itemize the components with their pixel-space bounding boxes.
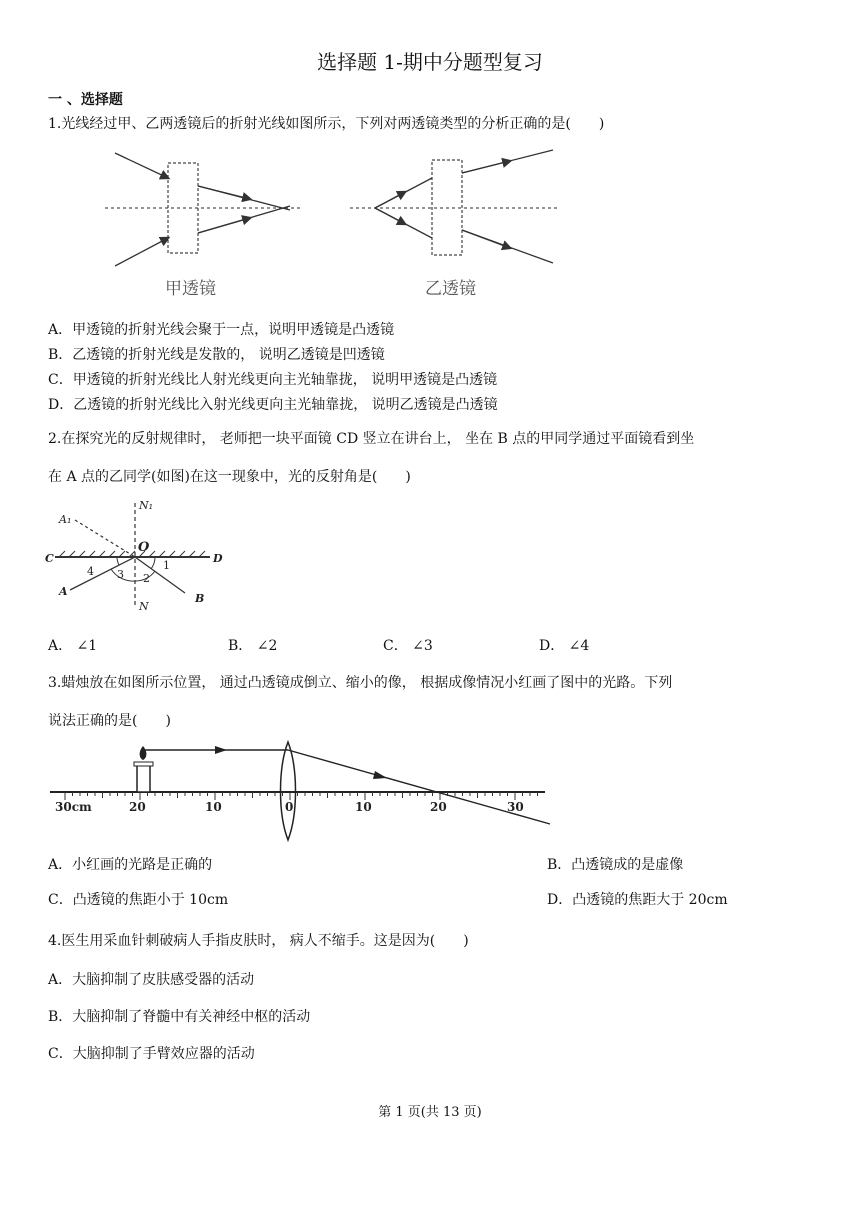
q1-option-d[interactable]: D．乙透镜的折射光线比入射光线更向主光轴靠拢， 说明乙透镜是凸透镜 <box>48 397 498 413</box>
q4-option-a[interactable]: A．大脑抑制了皮肤感受器的活动 <box>48 972 255 988</box>
q1-option-c[interactable]: C．甲透镜的折射光线比人射光线更向主光轴靠拢， 说明甲透镜是凸透镜 <box>48 372 498 388</box>
q2-figure <box>45 495 230 615</box>
label-n: N <box>139 600 149 613</box>
q1-option-a[interactable]: A．甲透镜的折射光线会聚于一点，说明甲透镜是凸透镜 <box>48 322 395 338</box>
label-b: B <box>195 592 205 605</box>
angle-1: 1 <box>163 559 170 572</box>
q3-stem-line2: 说法正确的是( ) <box>48 713 171 729</box>
q1-figure <box>100 138 570 308</box>
label-a: A <box>59 585 68 598</box>
angle-4: 4 <box>87 565 94 578</box>
lens-a-diagram <box>105 153 300 266</box>
q2-stem-line1: 2.在探究光的反射规律时， 老师把一块平面镜 CD 竖立在讲台上， 坐在 B 点的甲同学通过平面镜看到坐 <box>48 431 695 447</box>
label-o: O <box>138 540 150 555</box>
lens-b-diagram <box>350 150 560 263</box>
page-footer: 第 1 页(共 13 页) <box>378 1105 482 1120</box>
q2-option-a[interactable]: A． ∠1 <box>48 638 98 654</box>
q4-stem: 4.医生用采血针刺破病人手指皮肤时， 病人不缩手。这是因为( ) <box>48 933 469 949</box>
q2-stem-line2: 在 A 点的乙同学(如图)在这一现象中，光的反射角是( ) <box>48 469 411 485</box>
q3-figure <box>45 738 555 843</box>
section-heading: 一 、选择题 <box>48 92 123 108</box>
angle-3: 3 <box>117 568 124 581</box>
q3-option-a[interactable]: A．小红画的光路是正确的 <box>48 857 213 873</box>
ruler-label-10-right: 10 <box>355 800 372 814</box>
page-title: 选择题 1-期中分题型复习 <box>317 50 543 74</box>
ruler-label-20-left: 20 <box>129 800 146 814</box>
q3-option-c[interactable]: C．凸透镜的焦距小于 10cm <box>48 892 229 908</box>
ruler-label-20-right: 20 <box>430 800 447 814</box>
q3-stem-line1: 3.蜡烛放在如图所示位置， 通过凸透镜成倒立、缩小的像， 根据成像情况小红画了图中的光路。下列 <box>48 675 673 691</box>
lens-a-label: 甲透镜 <box>165 279 216 299</box>
q3-option-b[interactable]: B．凸透镜成的是虚像 <box>547 857 684 873</box>
label-n1: N₁ <box>139 499 154 512</box>
label-a1: A₁ <box>59 513 72 526</box>
q2-option-c[interactable]: C． ∠3 <box>383 638 433 654</box>
ruler-label-30-right: 30 <box>507 800 524 814</box>
q1-stem: 1.光线经过甲、乙两透镜后的折射光线如图所示，下列对两透镜类型的分析正确的是( ) <box>48 116 605 132</box>
q2-option-d[interactable]: D． ∠4 <box>539 638 590 654</box>
q1-option-b[interactable]: B．乙透镜的折射光线是发散的， 说明乙透镜是凹透镜 <box>48 347 385 363</box>
q2-option-b[interactable]: B． ∠2 <box>228 638 278 654</box>
label-c: C <box>45 552 54 565</box>
lens-b-label: 乙透镜 <box>425 279 476 299</box>
q4-option-c[interactable]: C．大脑抑制了手臂效应器的活动 <box>48 1046 255 1062</box>
q4-option-b[interactable]: B．大脑抑制了脊髓中有关神经中枢的活动 <box>48 1009 311 1025</box>
angle-2: 2 <box>143 572 150 585</box>
ruler-label-10-left: 10 <box>205 800 222 814</box>
ruler-label-0: 0 <box>285 800 294 814</box>
label-d: D <box>213 552 223 565</box>
q3-option-d[interactable]: D．凸透镜的焦距大于 20cm <box>547 892 728 908</box>
ruler-label-30cm: 30cm <box>55 800 92 814</box>
